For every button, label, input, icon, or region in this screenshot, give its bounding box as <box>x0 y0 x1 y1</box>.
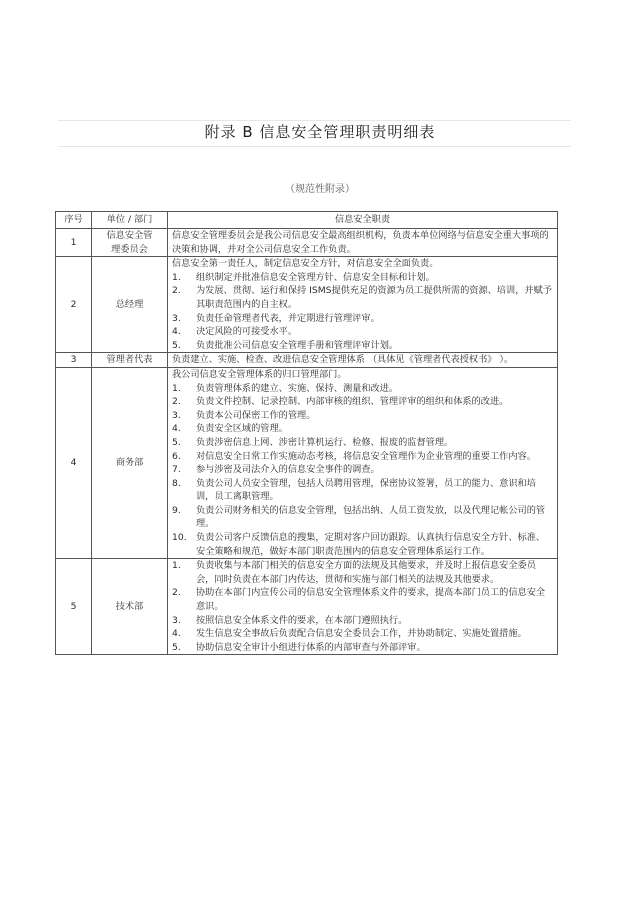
duty-item-number: 9. <box>172 504 181 516</box>
duty-item-number: 6. <box>172 450 181 462</box>
duty-intro: 信息安全管理委员会是我公司信息安全最高组织机构，负责本单位网络与信息安全重大事项的决策和协调，并对全公司信息安全工作负责。 <box>172 230 549 255</box>
row-unit-text: 商务部 <box>115 457 144 469</box>
duty-intro: 信息安全第一责任人，制定信息安全方针，对信息安全全面负责。 <box>172 258 439 270</box>
duty-item-number: 7. <box>172 464 181 476</box>
duty-item-text: 负责涉密信息上网、涉密计算机运行、检修、报废的监督管理。 <box>196 436 454 448</box>
duty-item <box>172 422 553 436</box>
duty-item <box>172 614 553 628</box>
duty-item-number: 2. <box>172 396 181 408</box>
duty-item-number: 10. <box>172 532 187 544</box>
table-row <box>56 257 558 353</box>
duty-item-text: 负责公司财务相关的信息安全管理，包括出纳、人员工资发放，以及代理记帐公司的管理。 <box>196 504 546 530</box>
page-subtitle: （规范性附录） <box>285 184 355 195</box>
duty-item-text: 决定风险的可接受水平。 <box>196 326 298 338</box>
duty-item-number: 4. <box>172 423 181 435</box>
duty-item-text: 为发展、贯彻、运行和保持 ISMS提供充足的资源为员工提供所需的资源、培训，并赋予其职责范围内的自主权。 <box>196 285 552 310</box>
header-no: 序号 <box>56 212 92 229</box>
duty-item <box>172 450 553 464</box>
row-unit <box>92 229 168 257</box>
duty-item-number: 2. <box>172 587 181 599</box>
row-duties <box>168 559 558 655</box>
row-unit-text: 管理者代表 <box>106 354 153 366</box>
duty-item-text: 负责任命管理者代表，并定期进行管理评审。 <box>196 312 380 324</box>
duty-intro: 负责建立、实施、检查、改进信息安全管理体系 （具体见《管理者代表授权书》 ）。 <box>172 354 514 366</box>
duty-item-number: 1. <box>172 382 181 394</box>
row-unit <box>92 257 168 353</box>
row-unit-text: 技术部 <box>115 601 144 613</box>
row-unit <box>92 367 168 558</box>
row-number: 2 <box>56 257 92 353</box>
table-row <box>56 559 558 655</box>
duty-item-number: 1. <box>172 271 181 283</box>
duty-item-number: 3. <box>172 409 181 421</box>
duty-item-number: 5. <box>172 339 181 351</box>
table-header-row <box>56 212 558 229</box>
table-body <box>56 229 558 655</box>
duty-item <box>172 395 553 409</box>
duty-item <box>172 284 553 311</box>
row-unit-text: 信息安全管理委员会 <box>106 230 153 255</box>
header-duty: 信息安全职责 <box>168 212 558 229</box>
duty-item-text: 发生信息安全事故后负责配合信息安全委员会工作，并协助制定、实施处置措施。 <box>196 628 527 640</box>
duty-item <box>172 504 553 531</box>
duty-item-text: 负责本公司保密工作的管理。 <box>196 409 316 421</box>
duty-item-number: 4. <box>172 326 181 338</box>
table-row <box>56 367 558 558</box>
duty-item <box>172 382 553 396</box>
row-number: 3 <box>56 353 92 368</box>
duty-item-number: 2. <box>172 285 181 297</box>
duty-item-number: 3. <box>172 614 181 626</box>
header-rule-bottom <box>58 146 571 147</box>
header-unit: 单位 / 部门 <box>92 212 168 229</box>
row-unit <box>92 353 168 368</box>
row-duties <box>168 257 558 353</box>
duty-item <box>172 339 553 353</box>
duty-item <box>172 586 553 613</box>
duty-item-text: 协助信息安全审计小组进行体系的内部审查与外部评审。 <box>196 641 426 653</box>
duty-item <box>172 641 553 655</box>
duty-item-number: 1. <box>172 560 181 572</box>
duty-item-text: 组织制定并批准信息安全管理方针、信息安全目标和计划。 <box>196 271 435 283</box>
duty-item-text: 负责文件控制、记录控制、内部审核的组织、管理评审的组织和体系的改进。 <box>196 396 509 408</box>
duty-item-text: 按照信息安全体系文件的要求，在本部门遵照执行。 <box>196 614 408 626</box>
duty-item <box>172 559 553 586</box>
row-unit <box>92 559 168 655</box>
row-duties <box>168 229 558 257</box>
duty-intro: 我公司信息安全管理体系的归口管理部门。 <box>172 368 347 380</box>
duty-item-number: 3. <box>172 312 181 324</box>
duty-item <box>172 477 553 504</box>
duty-item-text: 负责收集与本部门相关的信息安全方面的法规及其他要求，并及时上报信息安全委员会，同时负责在本部门内传达，贯彻和实施与部门相关的法规及其他要求。 <box>196 560 536 585</box>
duty-item-number: 4. <box>172 628 181 640</box>
page-title: 附录 B 信息安全管理职责明细表 <box>204 123 436 141</box>
duty-item-number: 5. <box>172 436 181 448</box>
duty-item <box>172 271 553 285</box>
duty-item-text: 对信息安全日常工作实施动态考核，将信息安全管理作为企业管理的重要工作内容。 <box>196 450 536 462</box>
duty-item-text: 协助在本部门内宣传公司的信息安全管理体系文件的要求，提高本部门员工的信息安全意识。 <box>196 587 546 613</box>
duty-item-text: 负责公司人员安全管理，包括人员聘用管理，保密协议签署，员工的能力、意识和培训，员工离职管理。 <box>196 477 536 503</box>
row-number: 4 <box>56 367 92 558</box>
duty-item-text: 参与涉密及司法介入的信息安全事件的调查。 <box>196 464 380 476</box>
row-duties <box>168 353 558 368</box>
responsibility-table <box>55 211 558 655</box>
duty-item <box>172 463 553 477</box>
table-row <box>56 353 558 368</box>
duty-item-number: 8. <box>172 477 181 489</box>
duty-item-number: 5. <box>172 641 181 653</box>
duty-item <box>172 627 553 641</box>
row-unit-text: 总经理 <box>115 298 144 310</box>
row-number: 5 <box>56 559 92 655</box>
row-duties <box>168 367 558 558</box>
table-row <box>56 229 558 257</box>
duty-item <box>172 325 553 339</box>
duty-item-text: 负责批准公司信息安全管理手册和管理评审计划。 <box>196 339 399 351</box>
duty-item <box>172 436 553 450</box>
duty-item <box>172 409 553 423</box>
duty-item <box>172 531 553 558</box>
duty-item-text: 负责公司客户反馈信息的搜集，定期对客户回访跟踪。认真执行信息安全方针、标准、安全策略和规范，做好本部门职责范围内的信息安全管理体系运行工作。 <box>196 532 546 557</box>
duty-item-text: 负责安全区域的管理。 <box>196 423 288 435</box>
row-number: 1 <box>56 229 92 257</box>
duty-item-text: 负责管理体系的建立、实施、保持、测量和改进。 <box>196 382 399 394</box>
duty-item <box>172 312 553 326</box>
